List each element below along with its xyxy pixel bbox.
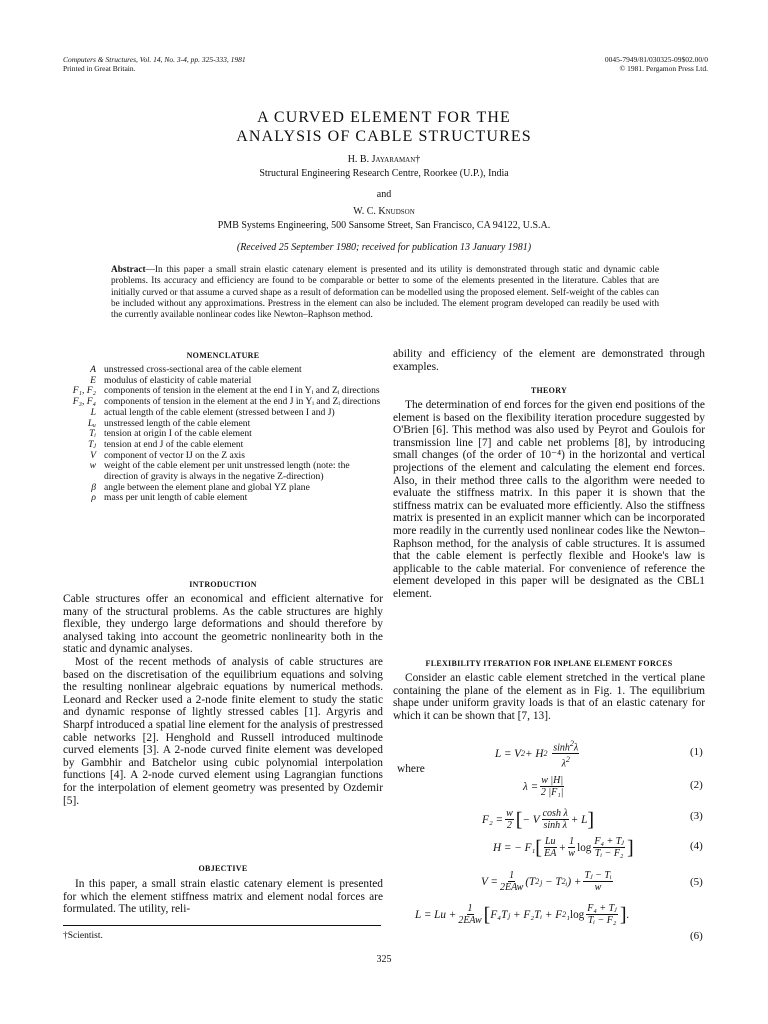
nomenclature-definition: weight of the cable element per unit unstressed length (note: the direction of gravity is always in the negative Z-direction) xyxy=(104,460,350,483)
nomenclature-symbol: E xyxy=(90,374,96,386)
affiliation-2: PMB Systems Engineering, 500 Sansome Street, San Francisco, CA 94122, U.S.A. xyxy=(217,220,551,231)
nomenclature-list xyxy=(63,365,383,504)
nomenclature-row xyxy=(63,461,383,482)
nomenclature-symbol: A xyxy=(90,364,96,375)
where-label: where xyxy=(397,763,425,775)
objective-paragraph: In this paper, a small strain elastic catenary element is presented for which the element stiffness matrix and element nodal forces are formulated. The utility, reli- xyxy=(63,878,383,916)
footnote: †Scientist. xyxy=(63,931,103,941)
nomenclature-definition: actual length of the cable element (stressed between I and J) xyxy=(104,406,335,418)
journal-line-1: Computers & Structures, Vol. 14, No. 3-4, pp. 325-333, 1981 xyxy=(63,55,246,64)
equation-number-5: (5) xyxy=(690,876,703,888)
intro-paragraph-2: Most of the recent methods of analysis of cable structures are based on the discretisation of the equilibrium equations and solving the resulting nonlinear algebraic equations by numerical methods. Leonard and Recker used a 2-node finite element to study the static and dynamic response of lightly stressed cables [1]. Argyris and Sharpf introduced a spatial line element for the analysis of prestressed cable networks [2]. Henghold and Russell introduced multinode curved elements [3]. A 2-node curved finite element was developed by Gambhir and Batchelor using cubic polynomial interpolation functions [4]. A 2-node curved element using Lagrangian functions for the interpolation of element geometry was presented by Ozdemir [5]. xyxy=(63,655,383,807)
nomenclature-symbol: β xyxy=(91,481,96,493)
journal-citation xyxy=(63,55,246,73)
abstract-text: —In this paper a small strain elastic catenary element is presented and its utility is demonstrated through static and dynamic cable problems. Its accuracy and efficiency are found to be comparable or better to some of the elements presented in the literature. Cables that are initially curved or that assume a curved shape as a result of deformation can be modelled using the proposed element. Self-weight of the cables can be included without any approximations. Prestress in the element can also be included. The element program developed can readily be used with the currently available nonlinear codes like Newton–Raphson method. xyxy=(111,265,659,321)
equation-number-3: (3) xyxy=(690,810,703,822)
received-dates: (Received 25 September 1980; received for publication 13 January 1981) xyxy=(236,242,532,253)
author-1: H. B. Jayaraman† xyxy=(347,154,421,165)
nomenclature-definition: tension at origin I of the cable element xyxy=(104,428,252,440)
objective-body xyxy=(63,878,383,916)
nomenclature-heading: NOMENCLATURE xyxy=(186,351,260,360)
theory-heading: THEORY xyxy=(530,386,568,395)
affiliation-1: Structural Engineering Research Centre, Roorkee (U.P.), India xyxy=(259,168,509,179)
title-line-1: A CURVED ELEMENT FOR THE xyxy=(257,109,511,126)
nomenclature-symbol: F₃, F₄ xyxy=(72,396,96,408)
abstract-label: Abstract xyxy=(111,265,146,275)
equation-number-1: (1) xyxy=(690,746,703,758)
nomenclature-definition: unstressed cross-sectional area of the cable element xyxy=(104,364,302,375)
nomenclature-symbol: ρ xyxy=(91,492,96,504)
introduction-body xyxy=(63,593,383,807)
equation-number-6: (6) xyxy=(690,930,703,942)
nomenclature-row xyxy=(63,493,383,504)
nomenclature-definition: tension at end J of the cable element xyxy=(104,438,244,450)
nomenclature-definition: components of tension in the element at the end J in Yᵢ and Zᵢ directions xyxy=(104,396,381,408)
nomenclature-definition: components of tension in the element at the end I in Yᵢ and Zᵢ directions xyxy=(104,385,380,397)
nomenclature-definition: component of vector IJ on the Z axis xyxy=(104,449,245,461)
flexibility-paragraph: Consider an elastic cable element stretched in the vertical plane containing the plane of the element as in Fig. 1. The equilibrium shape under uniform gravity loads is that of an elastic catenary for which it can be shown that [7, 13]. xyxy=(393,672,705,722)
page-number: 325 xyxy=(376,954,392,965)
nomenclature-symbol: V xyxy=(90,449,96,461)
equation-1: L = V 2 + H 2 $\frac{\sinh^2\lambda}{\lambda^2}$ xyxy=(495,739,579,770)
nomenclature-symbol: Lᵤ xyxy=(87,417,96,429)
title-line-2: ANALYSIS OF CABLE STRUCTURES xyxy=(236,128,532,145)
journal-line-2: Printed in Great Britain. xyxy=(63,64,136,73)
nomenclature-symbol: Tⱼ xyxy=(88,438,96,450)
theory-paragraph: The determination of end forces for the given end positions of the element is based on the flexibility iteration procedure suggested by O'Brien [6]. This method was also used by Peyrot and Goulois for transmission line [7] and cable net problems [8], by introducing small changes (of the order of 10⁻⁴) in the horizontal and vertical projections of the element and calculating the element end forces. Also, in their method three calls to the algorithm were needed to evaluate the stiffness matrix. In this paper it is shown that the stiffness matrix can be evaluated more efficiently. Also the stiffness matrix is presented in an explicit manner which can be incorporated more readily in the currently used nonlinear codes like the Newton–Raphson method, for the analysis of cable structures. It is assumed that the cable element is perfectly flexible and Hooke's law is applicable to the cable material. For convenience of reference the element developed in this paper will be designated as the CBL1 element. xyxy=(393,399,705,600)
equation-6: L = Lu + $\frac{1}{\text{2EAw}}$ [ F₄Tⱼ + F₂Tᵢ + F 2 ₁ log $\frac{\text{F₄ + Tⱼ}}{\text{Tᵢ − F₂}}$ ] . xyxy=(415,903,630,926)
nomenclature-symbol: L xyxy=(90,406,96,418)
paper-title xyxy=(0,108,768,146)
equation-4: H = − F₁ [ $\frac{Lu}{EA}$ + $\frac{1}{w}$ log $\frac{\text{F₄ + Tⱼ}}{\text{Tᵢ − F₂}}$ ] xyxy=(493,836,634,859)
nomenclature-row xyxy=(63,408,383,419)
equation-3: F₂ = $\frac{w}{2}$ [ − V $\frac{\text{cosh λ}}{\text{sinh λ}}$ + L ] xyxy=(482,808,595,831)
nomenclature-symbol: F₁, F₂ xyxy=(72,385,96,397)
nomenclature-definition: mass per unit length of cable element xyxy=(104,492,248,504)
publisher-code xyxy=(605,55,708,73)
flexibility-heading: FLEXIBILITY ITERATION FOR INPLANE ELEMENT FORCES xyxy=(425,659,673,668)
introduction-heading: INTRODUCTION xyxy=(189,580,257,589)
equation-number-4: (4) xyxy=(690,840,703,852)
nomenclature-symbol: w xyxy=(89,460,96,472)
nomenclature-definition: angle between the element plane and global YZ plane xyxy=(104,481,310,493)
reliability-sentence: ability and efficiency of the element are demonstrated through examples. xyxy=(393,348,705,373)
objective-heading: OBJECTIVE xyxy=(198,864,248,873)
nomenclature-definition: modulus of elasticity of cable material xyxy=(104,374,252,386)
intro-paragraph-1: Cable structures offer an economical and efficient alternative for many of the structural problems. As the cable structures are highly flexible, they undergo large deformations and should therefore by analysed taking into account the geometric nonlinearity both in the static and dynamic analyses. xyxy=(63,593,383,656)
nomenclature-definition: unstressed length of the cable element xyxy=(104,417,251,429)
and-separator: and xyxy=(376,189,392,200)
footnote-rule xyxy=(63,925,381,926)
equation-number-2: (2) xyxy=(690,779,703,791)
nomenclature-symbol: Tᵢ xyxy=(89,428,96,440)
theory-body xyxy=(393,399,705,601)
equation-2: λ = $\frac{w |H|}{\text{2 |F₁|}}$ xyxy=(523,775,564,798)
equation-5: V = $\frac{1}{\text{2EAw}}$ (T 2 ⱼ − T 2 ᵢ) + $\frac{\text{Tⱼ − Tᵢ}}{w}$ xyxy=(481,870,612,893)
code-line-1: 0045-7949/81/030325-09$02.00/0 xyxy=(604,55,708,64)
right-column-continuation xyxy=(393,348,705,373)
code-line-2: © 1981. Pergamon Press Ltd. xyxy=(619,64,708,73)
author-2: W. C. Knudson xyxy=(353,206,415,217)
abstract xyxy=(111,265,659,321)
flexibility-body xyxy=(393,672,705,722)
